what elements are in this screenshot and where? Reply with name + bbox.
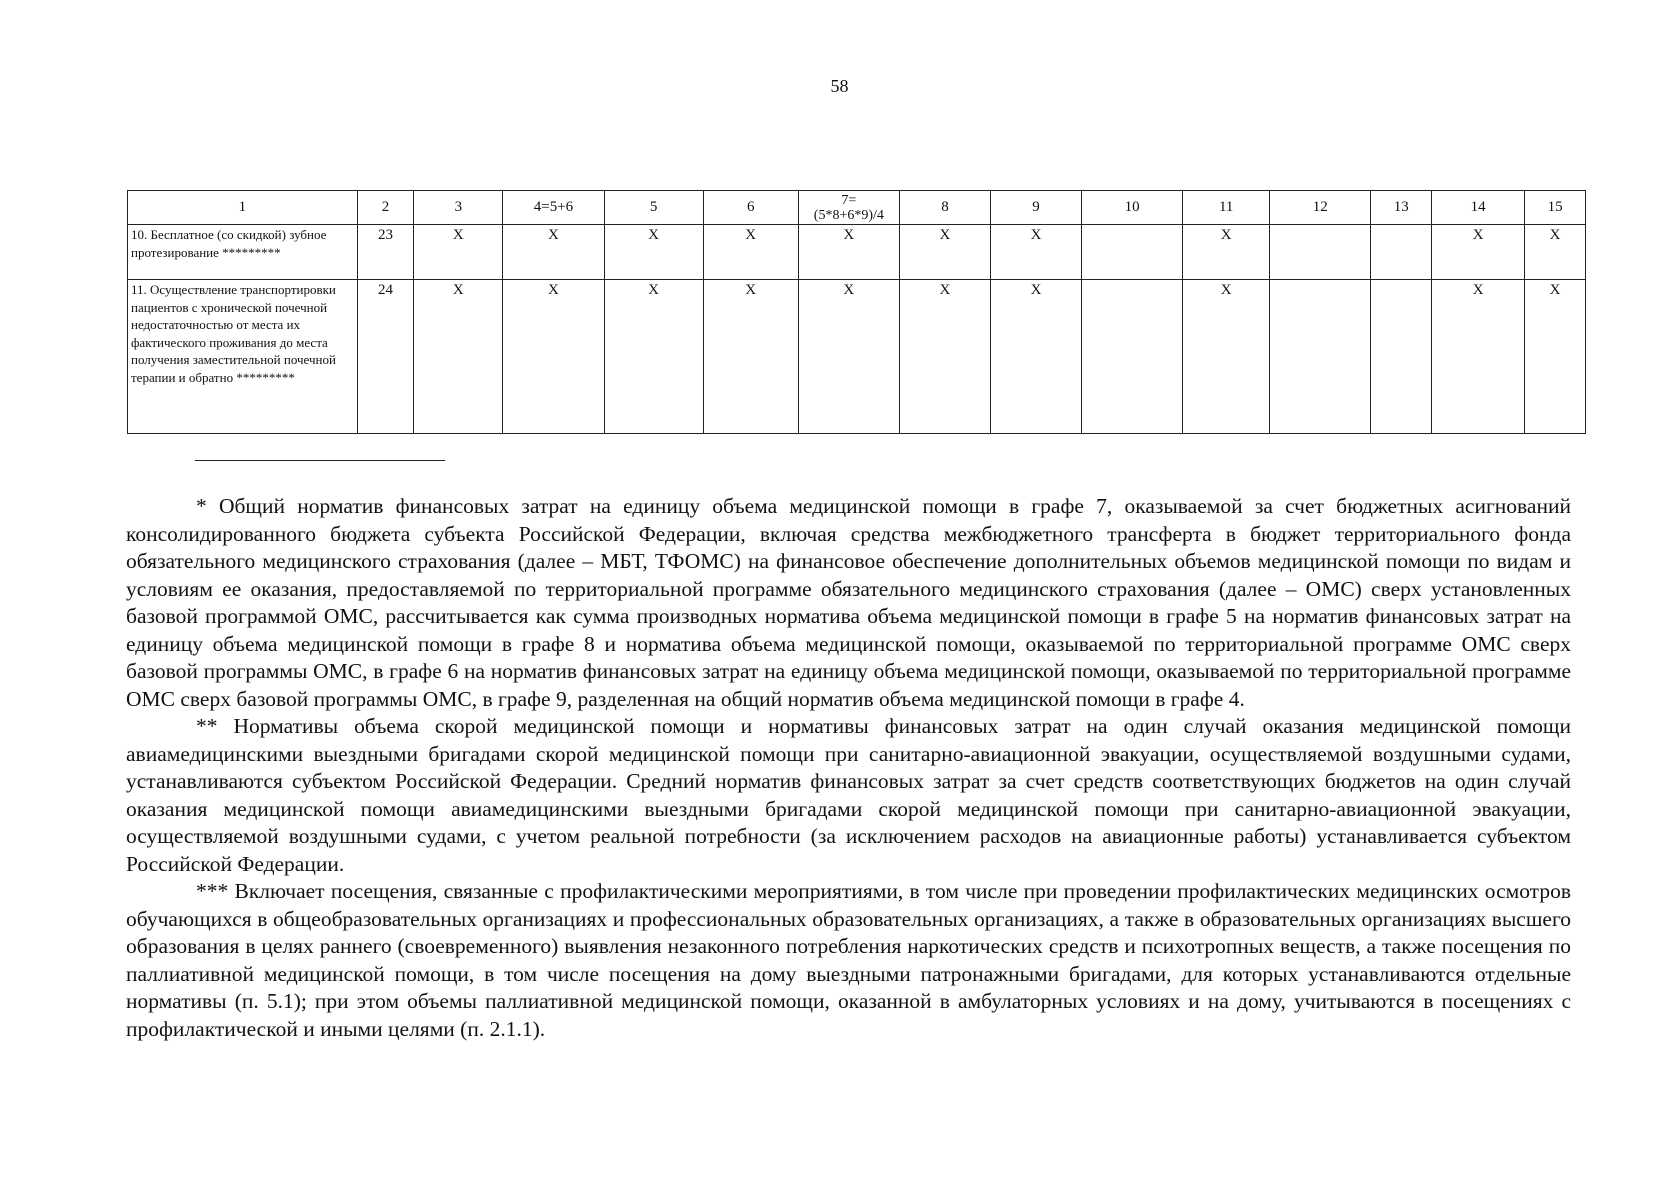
table-cell: X (798, 280, 899, 434)
header-cell: 7= (5*8+6*9)/4 (798, 191, 899, 225)
header-cell: 13 (1371, 191, 1432, 225)
table-cell (1082, 225, 1183, 280)
table-cell: X (1432, 225, 1525, 280)
row-name-cell: 10. Бесплатное (со скидкой) зубное протезирование ********* (128, 225, 358, 280)
header-cell: 6 (703, 191, 798, 225)
table-cell (1270, 280, 1371, 434)
footnote-2: ** Нормативы объема скорой медицинской помощи и нормативы финансовых затрат на один случай оказания медицинской помощи авиамедицинскими выездными бригадами скорой медицинской помощи при санитарно-авиационной эвакуации, осуществляемой воздушными судами, устанавливаются субъектом Российской Федерации. Средний норматив финансовых затрат за счет средств соответствующих бюджетов на один случай оказания медицинской помощи авиамедицинскими выездными бригадами скорой медицинской помощи при санитарно-авиационной эвакуации, осуществляемой воздушными судами, с учетом реальной потребности (за исключением расходов на авиационные работы) устанавливается субъектом Российской Федерации. (126, 714, 1571, 876)
table-cell: X (899, 280, 990, 434)
table-cell: X (990, 280, 1081, 434)
table-cell: X (703, 225, 798, 280)
table-cell: X (798, 225, 899, 280)
footnote-3: *** Включает посещения, связанные с профилактическими мероприятиями, в том числе при проведении профилактических медицинских осмотров обучающихся в общеобразовательных организациях и профессиональных образовательных организациях, а также в образовательных организациях высшего образования в целях раннего (своевременного) выявления незаконного потребления наркотических средств и психотропных веществ, а также посещения по паллиативной медицинской помощи, в том числе посещения на дому выездными патронажными бригадами, для которых устанавливаются отдельные нормативы (п. 5.1); при этом объемы паллиативной медицинской помощи, оказанной в амбулаторных условиях и на дому, учитываются в посещениях с профилактической и иными целями (п. 2.1.1). (126, 879, 1571, 1041)
header-cell: 9 (990, 191, 1081, 225)
header-cell: 5 (604, 191, 703, 225)
table-cell: X (414, 280, 503, 434)
table-cell: X (1432, 280, 1525, 434)
table-cell: X (1525, 225, 1586, 280)
page-number: 58 (830, 76, 849, 96)
header-cell: 14 (1432, 191, 1525, 225)
table-cell (1270, 225, 1371, 280)
table-header-row (128, 191, 1586, 225)
table-cell (1371, 225, 1432, 280)
header-cell: 10 (1082, 191, 1183, 225)
footnote-1: * Общий норматив финансовых затрат на единицу объема медицинской помощи в графе 7, оказываемой за счет бюджетных асигнований консолидированного бюджета субъекта Российской Федерации, включая средства межбюджетного трансферта в бюджет территориального фонда обязательного медицинского страхования (далее – МБТ, ТФОМС) на финансовое обеспечение дополнительных объемов медицинской помощи по видам и условиям ее оказания, предоставляемой по территориальной программе обязательного медицинского страхования (далее – ОМС) сверх установленных базовой программой ОМС, рассчитывается как сумма производных норматива объема медицинской помощи в графе 5 на норматив финансовых затрат на единицу объема медицинской помощи в графе 8 и норматива объема медицинской помощи, оказываемой по территориальной программе ОМС сверх базовой программы ОМС, в графе 6 на норматив финансовых затрат на единицу объема медицинской помощи, оказываемой по территориальной программе ОМС сверх базовой программы ОМС, в графе 9, разделенная на общий норматив объема медицинской помощи в графе 4. (126, 494, 1571, 711)
table-cell: X (703, 280, 798, 434)
table-cell: X (1183, 225, 1270, 280)
table-cell: X (899, 225, 990, 280)
table-cell: X (1525, 280, 1586, 434)
table-cell: X (604, 225, 703, 280)
table-cell (1371, 280, 1432, 434)
table-cell: 24 (357, 280, 414, 434)
table-cell: X (1183, 280, 1270, 434)
table-cell: X (990, 225, 1081, 280)
table-row (128, 225, 1586, 280)
header-cell: 2 (357, 191, 414, 225)
header-cell: 3 (414, 191, 503, 225)
row-name-cell: 11. Осуществление транспортировки пациентов с хронической почечной недостаточностью от места их фактического проживания до места получения заместительной почечной терапии и обратно ********* (128, 280, 358, 434)
table-cell: 23 (357, 225, 414, 280)
footnotes (126, 493, 1571, 1043)
norms-table (127, 190, 1586, 434)
header-cell: 15 (1525, 191, 1586, 225)
table-row (128, 280, 1586, 434)
header-cell: 8 (899, 191, 990, 225)
footnote-separator (195, 460, 445, 461)
header-cell: 11 (1183, 191, 1270, 225)
table-cell: X (604, 280, 703, 434)
table-cell: X (503, 280, 604, 434)
header-cell: 4=5+6 (503, 191, 604, 225)
header-cell: 12 (1270, 191, 1371, 225)
table-cell (1082, 280, 1183, 434)
table-cell: X (503, 225, 604, 280)
table-cell: X (414, 225, 503, 280)
header-cell: 1 (128, 191, 358, 225)
